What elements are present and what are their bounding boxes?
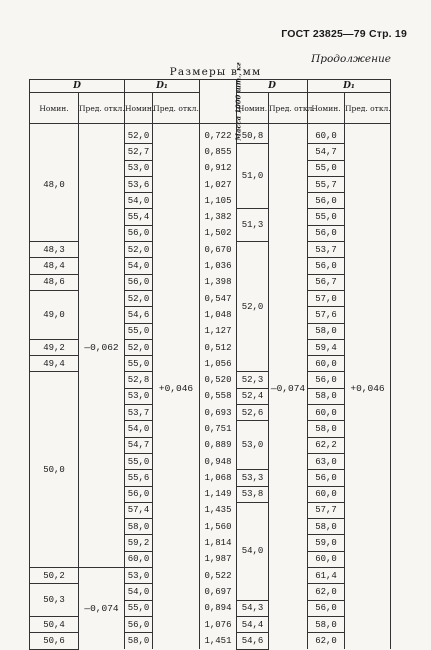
- d-nominal: 48,0: [30, 124, 79, 242]
- right-d-nominal: 51,0: [237, 144, 269, 209]
- right-d1-nominal: 55,0: [308, 209, 345, 225]
- right-d1-nominal: 62,0: [308, 584, 345, 600]
- mass-value: 1,987: [200, 551, 237, 567]
- d1-nominal: 57,4: [125, 502, 153, 518]
- col-right-d1-dev: Пред. откл.: [345, 93, 391, 124]
- right-d1-nominal: 60,0: [308, 405, 345, 421]
- right-d1-nominal: 58,0: [308, 388, 345, 404]
- d1-nominal: 59,2: [125, 535, 153, 551]
- right-d1-nominal: 57,7: [308, 502, 345, 518]
- mass-value: 1,076: [200, 616, 237, 632]
- d1-nominal: 53,7: [125, 405, 153, 421]
- right-d-nominal: 54,3: [237, 600, 269, 616]
- table-caption: Размеры в мм: [169, 66, 262, 78]
- d1-nominal: 58,0: [125, 519, 153, 535]
- right-d1-nominal: 56,0: [308, 258, 345, 274]
- mass-value: 1,398: [200, 274, 237, 290]
- page-header: ГОСТ 23825—79 Стр. 19: [281, 28, 407, 40]
- d1-nominal: 54,6: [125, 307, 153, 323]
- d1-nominal: 56,0: [125, 225, 153, 241]
- right-d-deviation: —0,074: [269, 124, 308, 650]
- d1-nominal: 53,0: [125, 388, 153, 404]
- d1-nominal: 53,0: [125, 160, 153, 176]
- right-d1-nominal: 55,7: [308, 176, 345, 192]
- mass-value: 0,522: [200, 568, 237, 584]
- right-d1-nominal: 56,0: [308, 470, 345, 486]
- mass-value: 0,697: [200, 584, 237, 600]
- right-d1-nominal: 56,0: [308, 193, 345, 209]
- mass-value: 0,889: [200, 437, 237, 453]
- right-d-nominal: 54,0: [237, 502, 269, 600]
- right-d-nominal: 52,6: [237, 405, 269, 421]
- mass-value: 1,105: [200, 193, 237, 209]
- d-nominal: 50,6: [30, 633, 79, 649]
- d1-nominal: 52,0: [125, 290, 153, 306]
- d1-nominal: 55,6: [125, 470, 153, 486]
- d-nominal: 48,6: [30, 274, 79, 290]
- d1-nominal: 54,0: [125, 258, 153, 274]
- mass-value: 0,855: [200, 144, 237, 160]
- col-d1-dev: Пред. откл.: [153, 93, 200, 124]
- right-d-nominal: 52,4: [237, 388, 269, 404]
- right-d1-nominal: 56,0: [308, 372, 345, 388]
- right-d-nominal: 53,8: [237, 486, 269, 502]
- mass-value: 1,027: [200, 176, 237, 192]
- d-nominal: 50,3: [30, 584, 79, 617]
- table-row: [30, 124, 391, 144]
- col-group-right-d: D: [237, 80, 308, 93]
- d1-nominal: 56,0: [125, 616, 153, 632]
- d1-nominal: 55,0: [125, 356, 153, 372]
- d1-nominal: 53,6: [125, 176, 153, 192]
- d1-nominal: 52,0: [125, 242, 153, 258]
- col-d1-nom: Номин.: [125, 93, 153, 124]
- mass-value: 1,382: [200, 209, 237, 225]
- d1-nominal: 53,0: [125, 568, 153, 584]
- mass-value: 0,670: [200, 242, 237, 258]
- d-nominal: 49,2: [30, 339, 79, 355]
- mass-value: 0,894: [200, 600, 237, 616]
- d-nominal: 50,0: [30, 372, 79, 568]
- d1-nominal: 55,0: [125, 600, 153, 616]
- right-d1-nominal: 58,0: [308, 519, 345, 535]
- d1-nominal: 54,7: [125, 437, 153, 453]
- d1-nominal: 55,4: [125, 209, 153, 225]
- mass-value: 0,520: [200, 372, 237, 388]
- right-d1-nominal: 57,0: [308, 290, 345, 306]
- d1-nominal: 52,0: [125, 339, 153, 355]
- mass-value: 1,127: [200, 323, 237, 339]
- mass-value: 0,751: [200, 421, 237, 437]
- continuation-label: Продолжение: [311, 53, 391, 65]
- d1-nominal: 54,0: [125, 584, 153, 600]
- d-nominal: 48,3: [30, 242, 79, 258]
- right-d1-nominal: 60,0: [308, 551, 345, 567]
- mass-value: 1,451: [200, 633, 237, 649]
- table-row: [30, 568, 391, 584]
- d1-deviation: +0,046: [153, 124, 200, 650]
- right-d1-nominal: 61,4: [308, 568, 345, 584]
- right-d1-nominal: 59,4: [308, 339, 345, 355]
- col-right-d-dev: Пред. откл.: [269, 93, 308, 124]
- d1-nominal: 56,0: [125, 486, 153, 502]
- d1-nominal: 54,0: [125, 193, 153, 209]
- mass-value: 1,036: [200, 258, 237, 274]
- col-group-d1: D₁: [125, 80, 200, 93]
- right-d-nominal: 50,8: [237, 124, 269, 144]
- mass-value: 0,558: [200, 388, 237, 404]
- d-deviation: —0,062: [79, 124, 125, 568]
- mass-value: 0,512: [200, 339, 237, 355]
- col-d-nom: Номин.: [30, 93, 79, 124]
- d1-nominal: 52,7: [125, 144, 153, 160]
- mass-value: 0,722: [200, 124, 237, 144]
- mass-value: 1,560: [200, 519, 237, 535]
- right-d-nominal: 52,3: [237, 372, 269, 388]
- d-nominal: 49,4: [30, 356, 79, 372]
- d1-nominal: 55,0: [125, 453, 153, 469]
- mass-value: 0,547: [200, 290, 237, 306]
- right-d-nominal: 53,3: [237, 470, 269, 486]
- mass-value: 1,435: [200, 502, 237, 518]
- d1-nominal: 55,0: [125, 323, 153, 339]
- d1-nominal: 56,0: [125, 274, 153, 290]
- right-d1-nominal: 60,0: [308, 486, 345, 502]
- mass-value: 1,056: [200, 356, 237, 372]
- right-d1-nominal: 62,0: [308, 633, 345, 649]
- col-d-dev: Пред. откл.: [79, 93, 125, 124]
- d-nominal: 50,4: [30, 616, 79, 632]
- d-nominal: 49,0: [30, 290, 79, 339]
- right-d-nominal: 52,0: [237, 242, 269, 372]
- col-mass: Масса 1000 шт., кг: [200, 80, 237, 124]
- col-right-d1-nom: Номин.: [308, 93, 345, 124]
- mass-value: 0,948: [200, 453, 237, 469]
- right-d1-nominal: 62,2: [308, 437, 345, 453]
- right-d1-nominal: 57,6: [308, 307, 345, 323]
- d1-nominal: 58,0: [125, 633, 153, 649]
- right-d1-nominal: 56,7: [308, 274, 345, 290]
- mass-value: 1,048: [200, 307, 237, 323]
- col-group-d: D: [30, 80, 125, 93]
- d1-nominal: 52,0: [125, 124, 153, 144]
- d1-nominal: 52,8: [125, 372, 153, 388]
- col-right-d-nom: Номин.: [237, 93, 269, 124]
- col-group-right-d1: D₁: [308, 80, 391, 93]
- right-d-nominal: 54,6: [237, 633, 269, 649]
- right-d-nominal: 54,4: [237, 616, 269, 632]
- mass-value: 1,502: [200, 225, 237, 241]
- right-d1-nominal: 55,0: [308, 160, 345, 176]
- right-d1-nominal: 60,0: [308, 124, 345, 144]
- right-d1-nominal: 56,0: [308, 225, 345, 241]
- mass-value: 1,814: [200, 535, 237, 551]
- d1-nominal: 60,0: [125, 551, 153, 567]
- right-d1-deviation: +0,046: [345, 124, 391, 650]
- mass-value: 0,912: [200, 160, 237, 176]
- mass-value: 0,693: [200, 405, 237, 421]
- right-d1-nominal: 53,7: [308, 242, 345, 258]
- right-d1-nominal: 56,0: [308, 600, 345, 616]
- right-d-nominal: 53,0: [237, 421, 269, 470]
- right-d1-nominal: 54,7: [308, 144, 345, 160]
- right-d1-nominal: 63,0: [308, 453, 345, 469]
- right-d1-nominal: 59,0: [308, 535, 345, 551]
- right-d1-nominal: 60,0: [308, 356, 345, 372]
- right-d-nominal: 51,3: [237, 209, 269, 242]
- right-d1-nominal: 58,0: [308, 616, 345, 632]
- d1-nominal: 54,0: [125, 421, 153, 437]
- d-nominal: 48,4: [30, 258, 79, 274]
- right-d1-nominal: 58,0: [308, 323, 345, 339]
- mass-value: 1,149: [200, 486, 237, 502]
- mass-value: 1,068: [200, 470, 237, 486]
- d-deviation: —0,074: [79, 568, 125, 649]
- d-nominal: 50,2: [30, 568, 79, 584]
- right-d1-nominal: 58,0: [308, 421, 345, 437]
